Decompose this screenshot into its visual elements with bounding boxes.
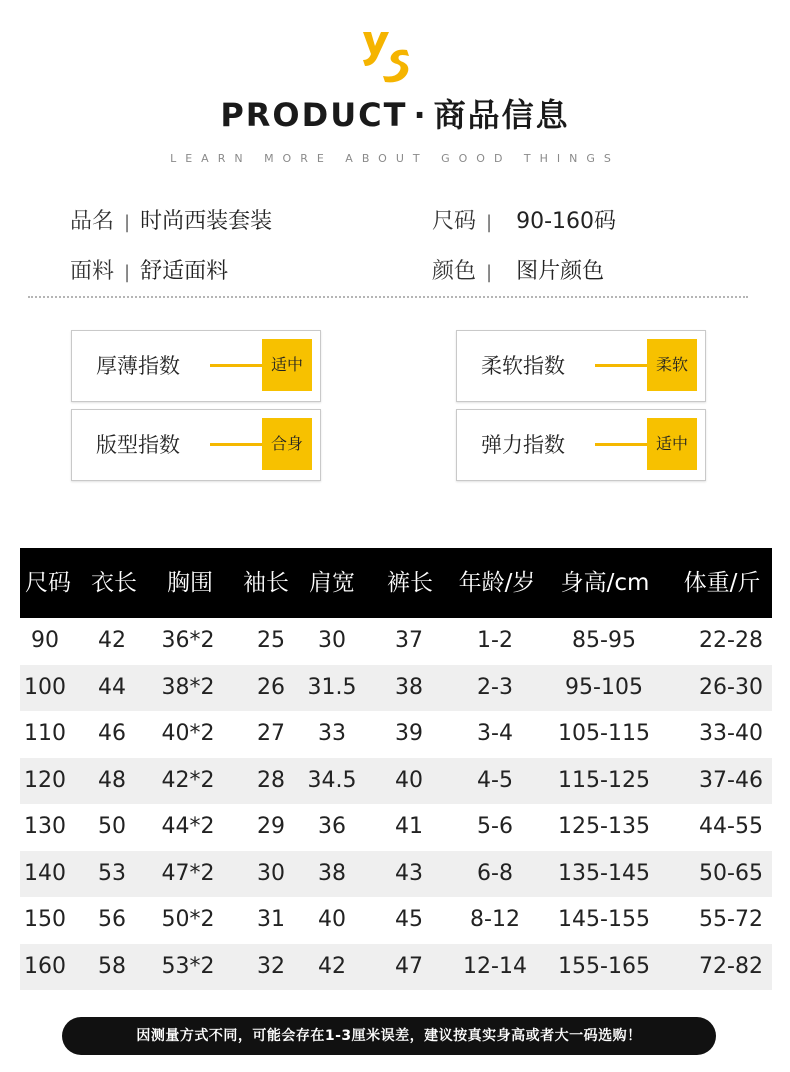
index-value-tag: 柔软 xyxy=(647,339,697,391)
title-dot: · xyxy=(413,96,428,134)
table-row xyxy=(20,665,772,712)
table-header-cell: 袖长 xyxy=(243,570,289,596)
table-cell: 41 xyxy=(395,814,423,839)
info-fabric-value: 舒适面料 xyxy=(140,259,229,284)
info-separator: | xyxy=(124,212,131,233)
size-table xyxy=(20,548,772,990)
index-connector xyxy=(210,364,262,367)
info-fabric xyxy=(70,254,228,285)
measurement-notice: 因测量方式不同，可能会存在1-3厘米误差，建议按真实身高或者大一码选购！ xyxy=(62,1017,716,1055)
info-name-value: 时尚西装套装 xyxy=(140,209,273,234)
info-separator: | xyxy=(124,262,131,283)
title-cn: 商品信息 xyxy=(433,96,570,134)
table-cell: 43 xyxy=(395,860,423,886)
index-value-tag: 适中 xyxy=(647,418,697,470)
table-cell: 44 xyxy=(98,674,126,700)
table-row xyxy=(20,944,772,991)
table-cell: 34.5 xyxy=(307,767,357,793)
index-label: 版型指数 xyxy=(96,433,180,457)
info-color-label: 颜色 xyxy=(432,259,477,284)
table-cell: 38 xyxy=(395,674,423,700)
table-cell: 37-46 xyxy=(699,767,763,793)
table-cell: 2-3 xyxy=(477,674,513,700)
table-row xyxy=(20,851,772,898)
table-cell: 72-82 xyxy=(699,953,763,979)
table-header-cell: 尺码 xyxy=(25,570,71,596)
table-cell: 37 xyxy=(395,628,423,653)
table-cell: 140 xyxy=(24,860,66,886)
table-cell: 135-145 xyxy=(558,860,650,886)
table-cell: 47*2 xyxy=(161,860,215,886)
table-cell: 160 xyxy=(24,953,66,979)
index-box-thickness xyxy=(71,330,321,402)
table-cell: 100 xyxy=(24,674,66,700)
table-body xyxy=(20,618,772,990)
table-cell: 33-40 xyxy=(699,721,763,746)
table-cell: 47 xyxy=(395,953,423,979)
table-header-cell: 年龄/岁 xyxy=(458,570,536,596)
index-box-softness xyxy=(456,330,706,402)
index-box-elasticity xyxy=(456,409,706,481)
info-size xyxy=(432,204,616,235)
table-cell: 48 xyxy=(98,767,126,793)
table-row xyxy=(20,897,772,944)
table-cell: 12-14 xyxy=(463,953,527,979)
index-connector xyxy=(210,443,262,446)
info-name xyxy=(70,204,272,235)
table-cell: 55-72 xyxy=(699,907,763,932)
table-cell: 40 xyxy=(395,767,423,793)
table-cell: 42*2 xyxy=(161,767,215,793)
table-cell: 4-5 xyxy=(477,767,513,793)
table-header xyxy=(20,548,772,618)
table-cell: 1-2 xyxy=(477,628,513,653)
table-cell: 53 xyxy=(98,860,126,886)
table-row xyxy=(20,618,772,665)
table-cell: 44*2 xyxy=(161,814,215,839)
info-size-label: 尺码 xyxy=(432,209,477,234)
page-title xyxy=(0,90,790,136)
table-cell: 110 xyxy=(24,721,66,746)
table-cell: 155-165 xyxy=(558,953,650,979)
table-cell: 90 xyxy=(31,628,59,653)
table-cell: 32 xyxy=(257,953,285,979)
table-cell: 44-55 xyxy=(699,814,763,839)
table-cell: 56 xyxy=(98,907,126,932)
table-cell: 29 xyxy=(257,814,285,839)
title-en: PRODUCT xyxy=(220,96,408,134)
info-name-label: 品名 xyxy=(70,209,115,234)
index-value-tag: 适中 xyxy=(262,339,312,391)
table-cell: 30 xyxy=(257,860,285,886)
table-header-cell: 胸围 xyxy=(167,570,213,596)
table-cell: 36*2 xyxy=(161,628,215,653)
table-cell: 53*2 xyxy=(161,953,215,979)
dotted-divider xyxy=(28,296,748,298)
info-color-value: 图片颜色 xyxy=(516,259,605,284)
table-cell: 42 xyxy=(318,953,346,979)
info-size-value: 90-160码 xyxy=(516,209,617,234)
index-label: 柔软指数 xyxy=(481,354,565,378)
table-cell: 28 xyxy=(257,767,285,793)
table-row xyxy=(20,711,772,758)
table-cell: 46 xyxy=(98,721,126,746)
table-cell: 26-30 xyxy=(699,674,763,700)
table-header-cell: 裤长 xyxy=(387,570,433,596)
index-label: 弹力指数 xyxy=(481,433,565,457)
table-cell: 36 xyxy=(318,814,346,839)
table-cell: 38*2 xyxy=(161,674,215,700)
info-fabric-label: 面料 xyxy=(70,259,115,284)
info-separator: | xyxy=(486,262,493,283)
table-cell: 5-6 xyxy=(477,814,513,839)
table-cell: 40 xyxy=(318,907,346,932)
index-connector xyxy=(595,443,647,446)
table-cell: 40*2 xyxy=(161,721,215,746)
table-cell: 42 xyxy=(98,628,126,653)
table-header-cell: 衣长 xyxy=(91,570,137,596)
table-cell: 120 xyxy=(24,767,66,793)
index-box-fit xyxy=(71,409,321,481)
table-cell: 8-12 xyxy=(470,907,520,932)
table-header-cell: 体重/斤 xyxy=(683,570,761,596)
table-cell: 38 xyxy=(318,860,346,886)
table-cell: 31.5 xyxy=(307,674,357,700)
table-cell: 30 xyxy=(318,628,346,653)
table-cell: 25 xyxy=(257,628,285,653)
table-cell: 39 xyxy=(395,721,423,746)
table-cell: 58 xyxy=(98,953,126,979)
table-cell: 3-4 xyxy=(477,721,513,746)
table-cell: 115-125 xyxy=(558,767,650,793)
table-cell: 45 xyxy=(395,907,423,932)
table-cell: 27 xyxy=(257,721,285,746)
table-cell: 150 xyxy=(24,907,66,932)
table-cell: 31 xyxy=(257,907,285,932)
table-row xyxy=(20,758,772,805)
info-color xyxy=(432,254,604,285)
table-cell: 105-115 xyxy=(558,721,650,746)
page-subtitle: LEARN MORE ABOUT GOOD THINGS xyxy=(170,152,620,165)
table-cell: 50-65 xyxy=(699,860,763,886)
table-cell: 85-95 xyxy=(572,628,636,653)
index-value-tag: 合身 xyxy=(262,418,312,470)
table-row xyxy=(20,804,772,851)
table-header-cell: 身高/cm xyxy=(560,570,650,596)
table-cell: 95-105 xyxy=(565,674,643,700)
table-cell: 26 xyxy=(257,674,285,700)
table-cell: 50*2 xyxy=(161,907,215,932)
brand-logo-icon xyxy=(357,24,413,84)
table-cell: 130 xyxy=(24,814,66,839)
table-cell: 50 xyxy=(98,814,126,839)
info-separator: | xyxy=(486,212,493,233)
table-cell: 6-8 xyxy=(477,860,513,886)
table-cell: 22-28 xyxy=(699,628,763,653)
table-header-cell: 肩宽 xyxy=(309,570,355,596)
table-cell: 145-155 xyxy=(558,907,650,932)
table-cell: 33 xyxy=(318,721,346,746)
index-connector xyxy=(595,364,647,367)
table-cell: 125-135 xyxy=(558,814,650,839)
index-label: 厚薄指数 xyxy=(96,354,180,378)
